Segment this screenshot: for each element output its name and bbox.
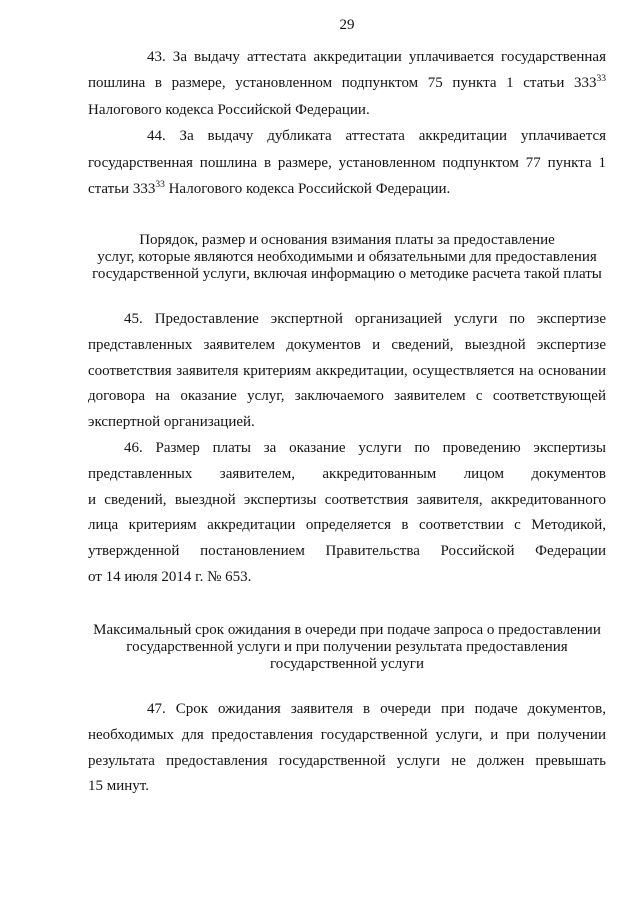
paragraph-46-line: от 14 июля 2014 г. № 653. (88, 568, 252, 585)
paragraph-46-line: лица критериям аккредитации определяется в соответствии с Методикой, (88, 517, 606, 534)
paragraph-43 (88, 44, 606, 123)
paragraph-45-line: соответствия заявителя критериям аккредитации, осуществляется на основании (88, 362, 606, 379)
paragraph-44-line: государственная пошлина в размере, установленном подпунктом 77 пункта 1 (88, 154, 606, 171)
article-superscript: 33 (596, 74, 606, 85)
section-heading-queue (88, 622, 606, 673)
paragraph-46-line: 46. Размер платы за оказание услуги по проведению экспертизы (124, 439, 606, 456)
section-heading-fee (88, 232, 606, 283)
paragraph-43-line-text: пошлина в размере, установленном подпунктом 75 пункта 1 статьи 333 (88, 75, 597, 92)
paragraph-46-line: утвержденной постановлением Правительства Российской Федерации (88, 543, 606, 560)
heading-line: Максимальный срок ожидания в очереди при подаче запроса о предоставлении (93, 621, 601, 638)
paragraph-45-line: представленных заявителем документов и сведений, выездной экспертизе (88, 336, 606, 353)
paragraphs-43-44 (88, 44, 606, 202)
heading-line: государственной услуги и при получении результата предоставления (126, 638, 568, 655)
paragraph-47 (88, 697, 606, 800)
paragraph-47-line: 47. Срок ожидания заявителя в очереди при подаче документов, (147, 701, 606, 717)
heading-line: государственной услуги (270, 655, 424, 672)
paragraph-46-line: представленных заявителем, аккредитованным лицом документов (88, 465, 606, 482)
paragraph-43-line: Налогового кодекса Российской Федерации. (88, 101, 370, 118)
paragraph-44-line-text: статьи 333 (88, 180, 156, 197)
paragraph-45-line: экспертной организацией. (88, 414, 255, 431)
paragraph-47-line: необходимых для предоставления государственной услуги, и при получении (88, 726, 606, 743)
paragraph-47-line: 15 минут. (88, 778, 149, 795)
paragraph-45 (88, 307, 606, 436)
page-number: 29 (339, 17, 355, 33)
paragraphs-45-46 (88, 307, 606, 591)
paragraph-46-line: и сведений, выездной экспертизы соответствия заявителя, аккредитованного (88, 491, 606, 508)
paragraph-44-line-text: Налогового кодекса Российской Федерации. (164, 180, 451, 197)
paragraph-47-line: результата предоставления государственной услуги не должен превышать (88, 752, 606, 769)
paragraph-44-line: 44. За выдачу дубликата аттестата аккредитации уплачивается (147, 128, 606, 145)
heading-line: государственной услуги, включая информацию о методике расчета такой платы (92, 265, 602, 282)
paragraph-46 (88, 436, 606, 591)
paragraph-45-line: договора на оказание услуг, заключаемого заявителем с соответствующей (88, 388, 606, 405)
paragraph-44-line (88, 176, 606, 202)
paragraph-43-line (88, 70, 606, 96)
heading-line: услуг, которые являются необходимыми и обязательными для предоставления (97, 248, 597, 265)
paragraph-43-line: 43. За выдачу аттестата аккредитации уплачивается государственная (147, 49, 606, 65)
heading-line: Порядок, размер и основания взимания платы за предоставление (139, 231, 555, 248)
paragraph-44 (88, 123, 606, 202)
article-superscript: 33 (155, 179, 165, 190)
paragraph-45-line: 45. Предоставление экспертной организацией услуги по экспертизе (124, 311, 606, 327)
